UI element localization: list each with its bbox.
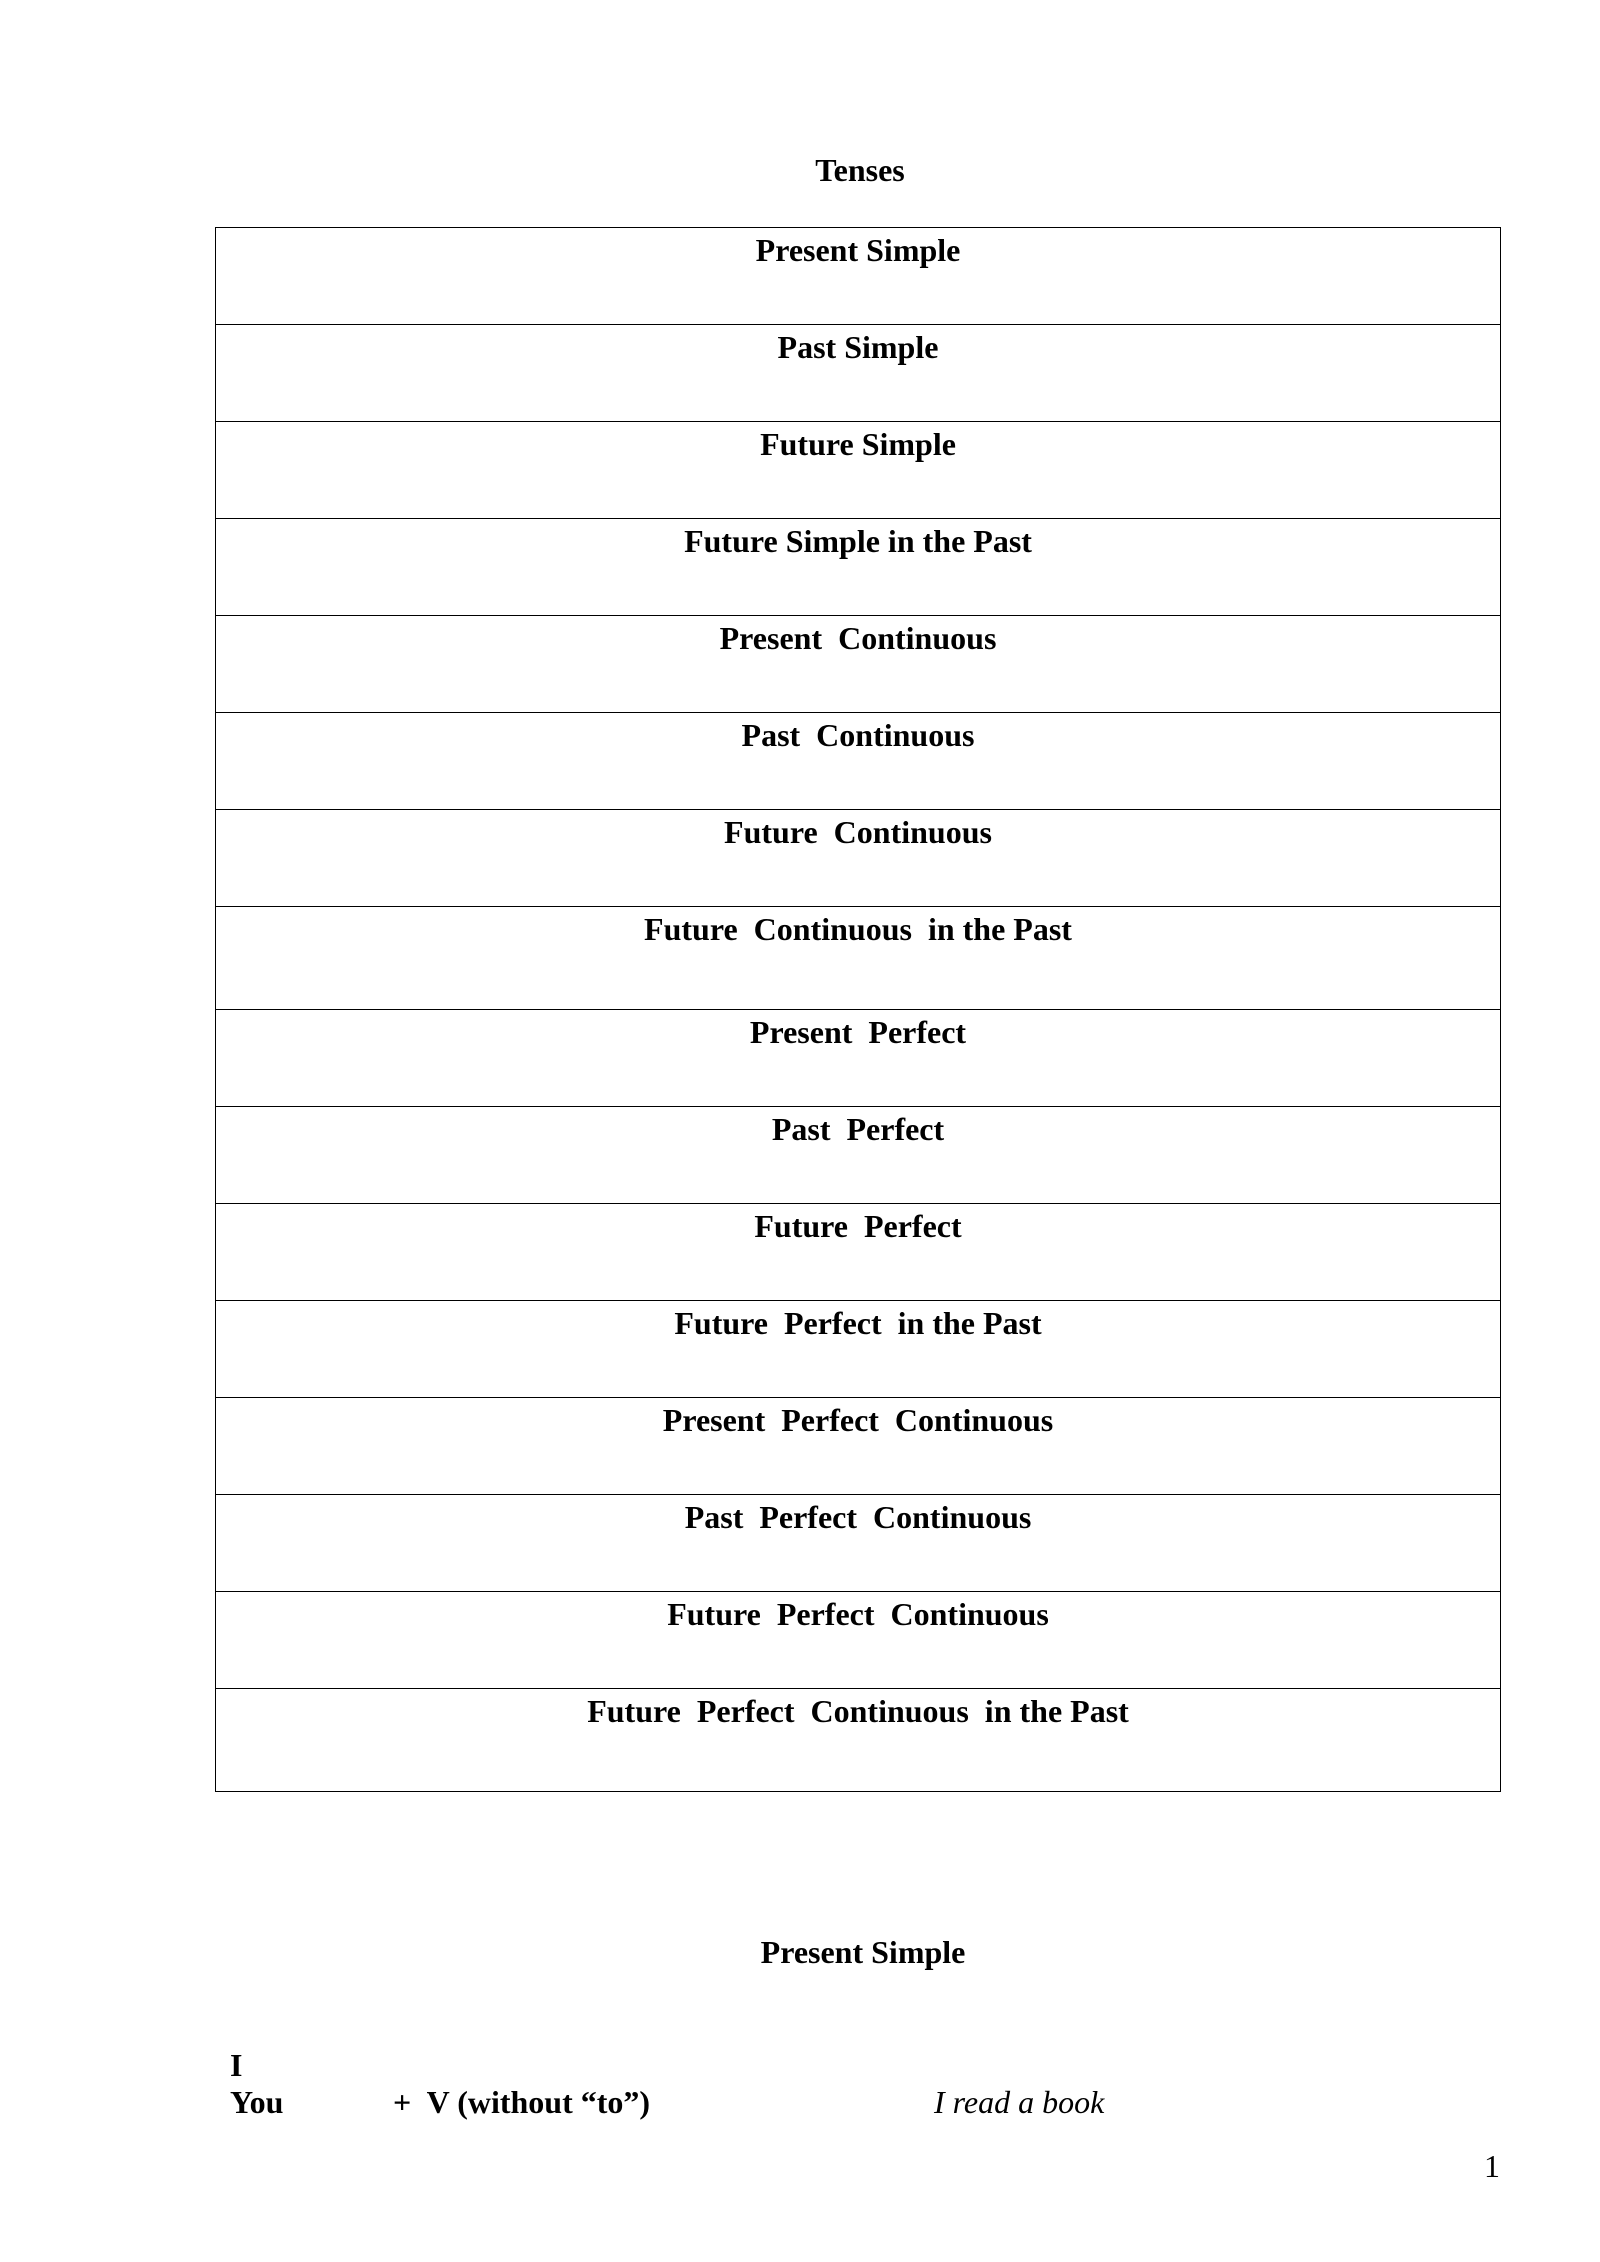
table-row — [216, 1010, 1501, 1107]
tense-name: Present Perfect Continuous — [662, 1402, 1054, 1438]
page-number: 1 — [1484, 2148, 1500, 2184]
table-row — [216, 519, 1501, 616]
tense-name: Future Perfect Continuous in the Past — [587, 1693, 1129, 1729]
table-cell — [216, 616, 1501, 713]
table-cell — [216, 1010, 1501, 1107]
tense-name: Present Simple — [755, 232, 961, 268]
table-cell — [216, 1107, 1501, 1204]
table-row — [216, 616, 1501, 713]
tense-name: Present Perfect — [749, 1014, 967, 1050]
page-title: Tenses — [815, 152, 905, 188]
table-cell — [216, 1592, 1501, 1689]
section-title: Present Simple — [760, 1934, 966, 1970]
table-row — [216, 1592, 1501, 1689]
formula: + V (without “to”) — [393, 2084, 651, 2120]
table-cell — [216, 1301, 1501, 1398]
tenses-table — [215, 227, 1501, 1792]
table-row — [216, 1107, 1501, 1204]
table-row — [216, 1689, 1501, 1792]
table-row — [216, 228, 1501, 325]
tense-name: Future Continuous — [724, 814, 992, 850]
table-cell — [216, 325, 1501, 422]
tense-name: Future Continuous in the Past — [644, 911, 1072, 947]
table-cell — [216, 519, 1501, 616]
table-cell — [216, 422, 1501, 519]
tense-name: Present Continuous — [719, 620, 997, 656]
table-row — [216, 1204, 1501, 1301]
table-cell — [216, 1689, 1501, 1792]
tense-name: Past Continuous — [741, 717, 975, 753]
pronoun-you: You — [230, 2084, 284, 2120]
example-sentence: I read a book — [934, 2084, 1105, 2120]
tense-name: Future Perfect in the Past — [674, 1305, 1042, 1341]
table-row — [216, 810, 1501, 907]
table-cell — [216, 228, 1501, 325]
table-cell — [216, 907, 1501, 1010]
table-cell — [216, 1495, 1501, 1592]
tense-name: Future Simple in the Past — [684, 523, 1032, 559]
table-cell — [216, 1204, 1501, 1301]
table-row — [216, 907, 1501, 1010]
tense-name: Future Simple — [760, 426, 956, 462]
table-row — [216, 1495, 1501, 1592]
table-cell — [216, 713, 1501, 810]
table-row — [216, 325, 1501, 422]
table-row — [216, 1398, 1501, 1495]
tense-name: Past Perfect Continuous — [684, 1499, 1032, 1535]
table-cell — [216, 1398, 1501, 1495]
table-row — [216, 713, 1501, 810]
table-row — [216, 1301, 1501, 1398]
tense-name: Past Simple — [777, 329, 939, 365]
tense-name: Future Perfect Continuous — [667, 1596, 1049, 1632]
table-cell — [216, 810, 1501, 907]
tense-name: Future Perfect — [754, 1208, 962, 1244]
tense-name: Past Perfect — [771, 1111, 945, 1147]
table-row — [216, 422, 1501, 519]
pronoun-i: I — [230, 2047, 243, 2083]
